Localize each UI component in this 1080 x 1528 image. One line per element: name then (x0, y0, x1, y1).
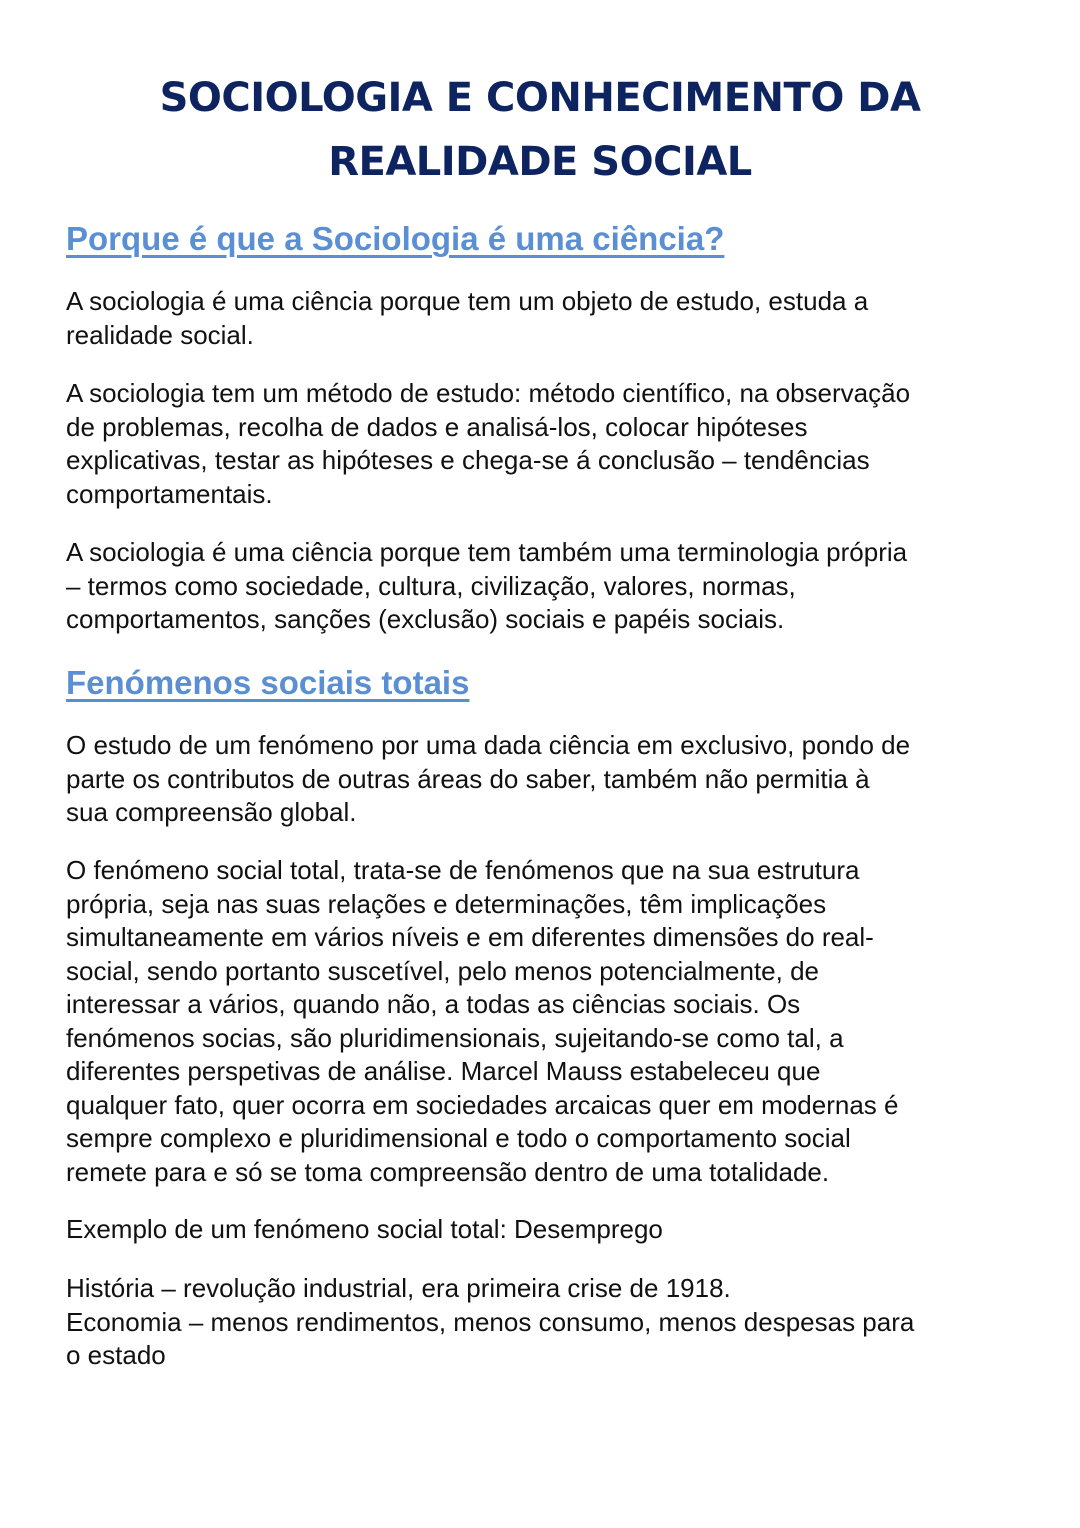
paragraph (66, 854, 1026, 1189)
text-line: diferentes perspetivas de análise. Marcel Mauss estabeleceu que (66, 1056, 821, 1086)
title-line: REALIDADE SOCIAL (328, 139, 752, 185)
text-line: Economia – menos rendimentos, menos consumo, menos despesas para (66, 1306, 915, 1337)
text-line: comportamentais. (66, 478, 273, 509)
text-line: sempre complexo e pluridimensional e todo o comportamento social (66, 1123, 851, 1153)
paragraph (66, 377, 1026, 511)
paragraph (66, 1213, 1026, 1247)
paragraph (66, 729, 1026, 830)
text-line: o estado (66, 1340, 166, 1370)
text-line: própria, seja nas suas relações e determinações, têm implicações (66, 888, 827, 919)
text-line: parte os contributos de outras áreas do saber, também não permitia à (66, 763, 870, 794)
text-line: simultaneamente em vários níveis e em diferentes dimensões do real- (66, 922, 874, 952)
text-line: interessar a vários, quando não, a todas as ciências sociais. Os (66, 989, 801, 1019)
text-line: A sociologia é uma ciência porque tem também uma terminologia própria (66, 537, 908, 567)
text-line: realidade social. (66, 319, 254, 350)
paragraph (66, 285, 1026, 352)
text-line: A sociologia tem um método de estudo: método científico, na observação (66, 378, 911, 408)
text-line: social, sendo portanto suscetível, pelo menos potencialmente, de (66, 955, 820, 986)
text-line: sua compreensão global. (66, 797, 357, 827)
text-line: A sociologia é uma ciência porque tem um objeto de estudo, estuda a (66, 286, 869, 316)
paragraph (66, 536, 1026, 637)
section-heading-total-social-phenomena: Fenómenos sociais totais (66, 664, 470, 701)
text-line: Exemplo de um fenómeno social total: Desemprego (66, 1214, 663, 1244)
section-heading-sociology-science: Porque é que a Sociologia é uma ciência? (66, 220, 725, 257)
paragraph (66, 1272, 1026, 1373)
text-line: explicativas, testar as hipóteses e chega-se á conclusão – tendências (66, 445, 870, 475)
text-line: comportamentos, sanções (exclusão) sociais e papéis sociais. (66, 604, 785, 634)
text-line: O estudo de um fenómeno por uma dada ciência em exclusivo, pondo de (66, 730, 911, 760)
page-title (0, 66, 1080, 194)
text-line: de problemas, recolha de dados e analisá-los, colocar hipóteses (66, 411, 808, 442)
text-line: remete para e só se toma compreensão dentro de uma totalidade. (66, 1156, 830, 1187)
text-line: O fenómeno social total, trata-se de fenómenos que na sua estrutura (66, 855, 860, 885)
title-line: SOCIOLOGIA E CONHECIMENTO DA (159, 75, 921, 121)
text-line: qualquer fato, quer ocorra em sociedades arcaicas quer em modernas é (66, 1089, 899, 1120)
text-line: História – revolução industrial, era primeira crise de 1918. (66, 1273, 731, 1303)
text-line: fenómenos socias, são pluridimensionais, sujeitando-se como tal, a (66, 1022, 844, 1053)
text-line: – termos como sociedade, cultura, civilização, valores, normas, (66, 570, 796, 601)
